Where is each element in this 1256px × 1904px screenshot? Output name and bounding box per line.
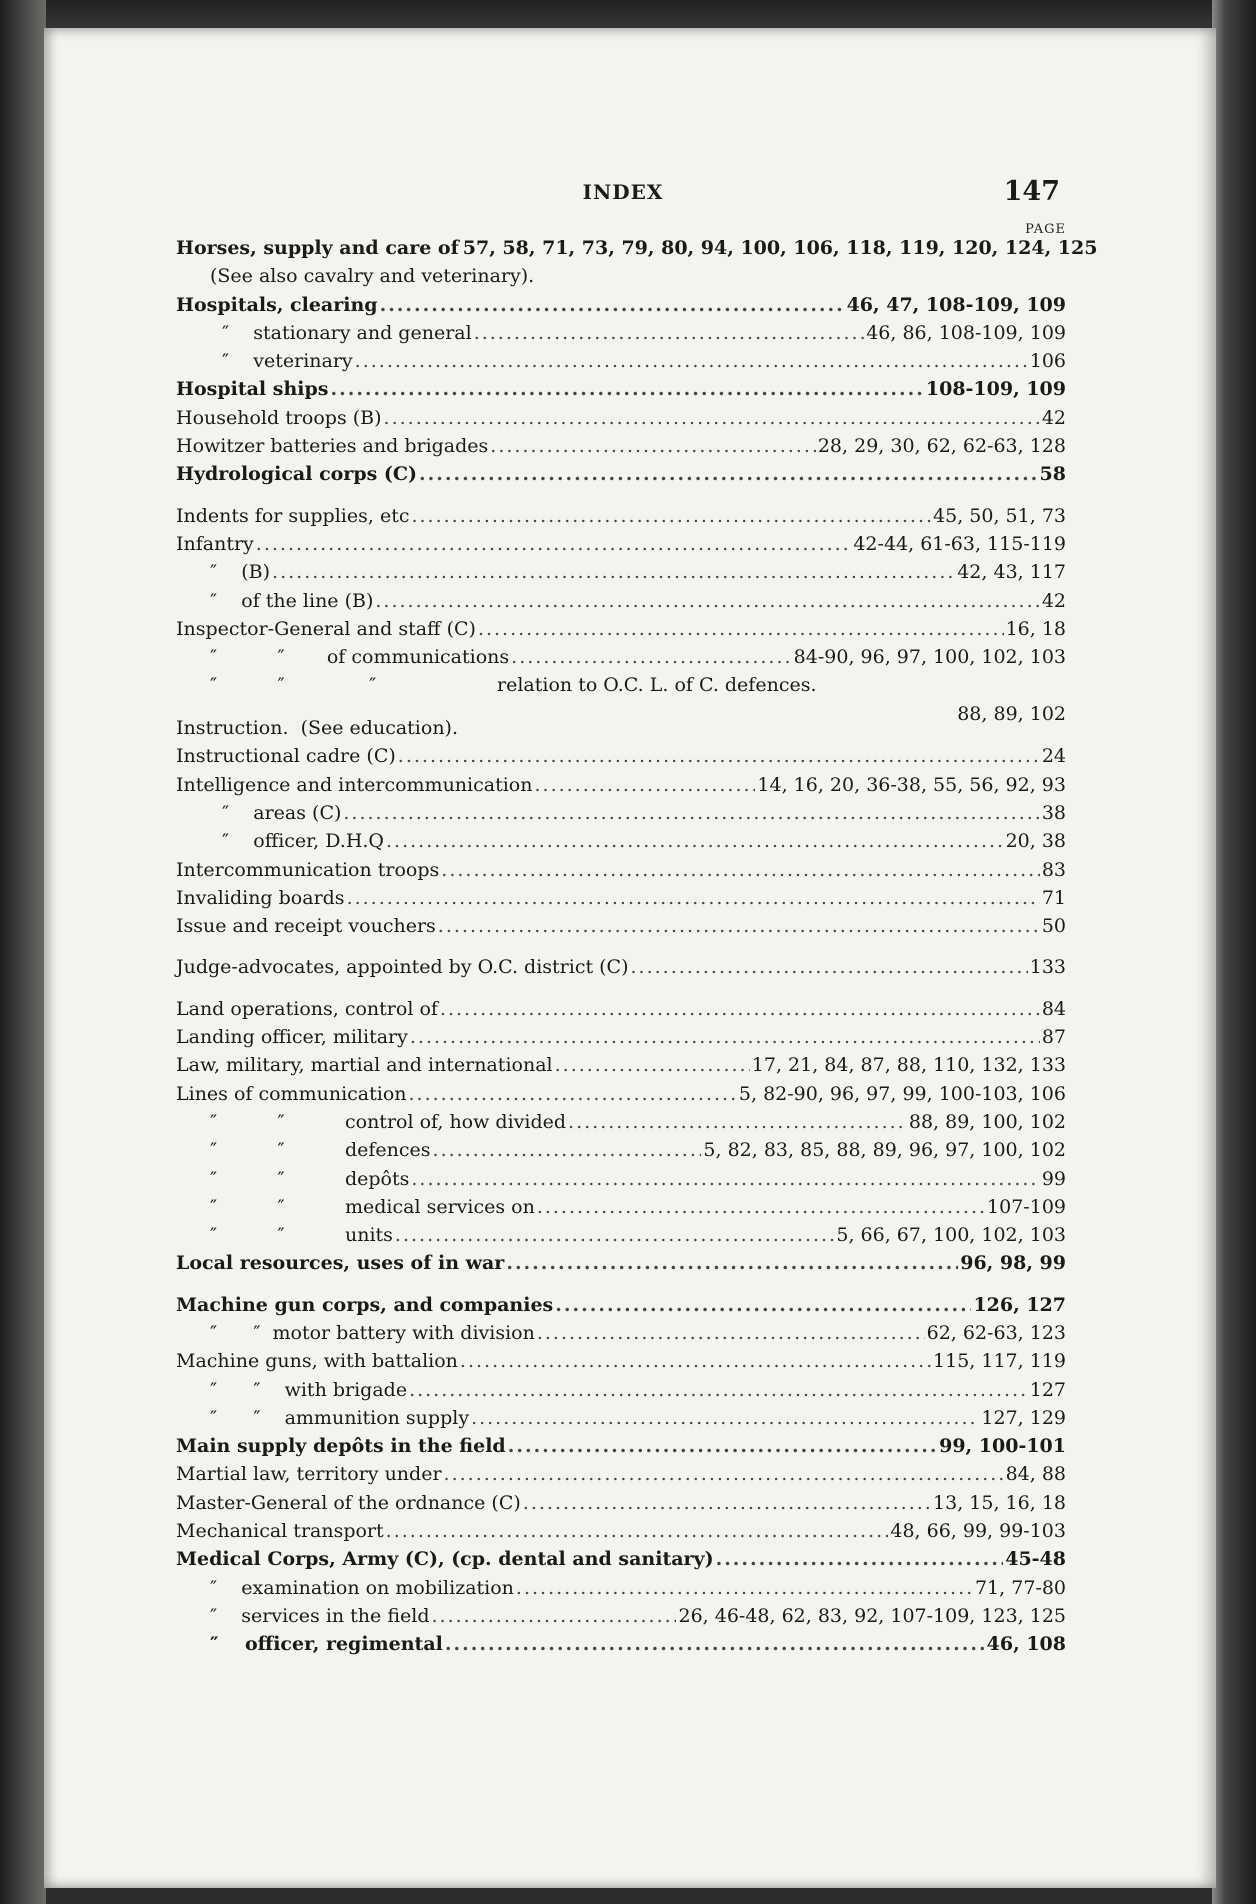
index-entry bbox=[176, 615, 1066, 643]
dot-leader bbox=[380, 291, 845, 319]
index-entry-pages: 20, 38 bbox=[1005, 830, 1066, 853]
index-entry bbox=[176, 1460, 1066, 1488]
index-entry-term: ″ ″ motor battery with division bbox=[210, 1321, 535, 1344]
running-title: INDEX bbox=[582, 180, 664, 204]
page-number: 147 bbox=[1003, 176, 1060, 207]
dot-leader bbox=[398, 742, 1040, 770]
page-header bbox=[178, 176, 1068, 216]
index-entry-term: Local resources, uses of in war bbox=[176, 1252, 505, 1275]
index-entry-pages: 133 bbox=[1029, 956, 1066, 979]
index-entry-pages: 28, 29, 30, 62, 62-63, 128 bbox=[817, 435, 1066, 458]
scan-border-right bbox=[1212, 0, 1256, 1904]
dot-leader bbox=[445, 1630, 985, 1658]
dot-leader bbox=[716, 1545, 1004, 1573]
index-entry-pages: 99, 100-101 bbox=[939, 1435, 1066, 1458]
index-entry-pages: 13, 15, 16, 18 bbox=[933, 1491, 1066, 1514]
dot-leader bbox=[419, 460, 1038, 488]
index-entry-pages: 42 bbox=[1041, 589, 1066, 612]
index-entry-pages: 99 bbox=[1041, 1167, 1066, 1190]
index-entry-pages: 42 bbox=[1041, 406, 1066, 429]
index-entry-pages: 26, 46-48, 62, 83, 92, 107-109, 123, 125 bbox=[678, 1604, 1066, 1627]
index-entry bbox=[176, 1319, 1066, 1347]
index-entry-term: Medical Corps, Army (C), (cp. dental and sanitary) bbox=[176, 1548, 714, 1571]
index-entry-term: ″ services in the field bbox=[210, 1604, 430, 1627]
dot-leader bbox=[474, 319, 865, 347]
index-entry-pages: 57, 58, 71, 73, 79, 80, 94, 100, 106, 118, 119, 120, 124, 125 bbox=[462, 237, 1098, 259]
index-entry bbox=[176, 912, 1066, 940]
index-entry-term: ″ officer, D.H.Q bbox=[222, 830, 385, 853]
index-entry-term: Issue and receipt vouchers bbox=[176, 915, 436, 938]
dot-leader bbox=[506, 1249, 958, 1277]
dot-leader bbox=[347, 884, 1040, 912]
index-entry bbox=[176, 1574, 1066, 1602]
index-entry bbox=[176, 1249, 1066, 1277]
dot-leader bbox=[508, 1432, 937, 1460]
index-entry-pages: 83 bbox=[1041, 858, 1066, 881]
index-entries bbox=[176, 234, 1098, 1659]
dot-leader bbox=[343, 799, 1039, 827]
index-entry bbox=[176, 799, 1066, 827]
index-entry-term: Instruction. (See education). bbox=[176, 717, 459, 740]
index-entry-pages: 71 bbox=[1041, 886, 1066, 909]
index-entry-term: ″ ″ ammunition supply bbox=[210, 1406, 470, 1429]
index-entry bbox=[176, 502, 1066, 530]
index-entry-term: Master-General of the ordnance (C) bbox=[176, 1491, 521, 1514]
index-entry-term: Land operations, control of bbox=[176, 997, 438, 1020]
index-entry bbox=[176, 1545, 1066, 1573]
dot-leader bbox=[516, 1574, 973, 1602]
dot-leader bbox=[409, 1376, 1028, 1404]
dot-leader bbox=[555, 1051, 750, 1079]
index-entry-term: Hydrological corps (C) bbox=[176, 463, 418, 486]
index-entry-term: ″ ″ depôts bbox=[210, 1167, 410, 1190]
dot-leader bbox=[444, 1460, 1004, 1488]
dot-leader bbox=[410, 1023, 1040, 1051]
index-entry-pages: 88, 89, 102 bbox=[957, 702, 1066, 725]
index-entry bbox=[176, 1489, 1066, 1517]
index-entry-pages: 106 bbox=[1029, 350, 1066, 373]
index-entry bbox=[176, 1602, 1066, 1630]
index-entry-term: Main supply depôts in the field bbox=[176, 1435, 506, 1458]
index-entry bbox=[176, 643, 1066, 671]
index-entry bbox=[176, 856, 1066, 884]
index-entry bbox=[176, 1404, 1066, 1432]
index-entry-pages: 17, 21, 84, 87, 88, 110, 132, 133 bbox=[751, 1054, 1066, 1077]
dot-leader bbox=[568, 1108, 907, 1136]
dot-leader bbox=[471, 1404, 979, 1432]
index-entry bbox=[176, 1136, 1066, 1164]
index-entry bbox=[176, 460, 1066, 488]
dot-leader bbox=[511, 643, 792, 671]
index-entry bbox=[176, 1193, 1066, 1221]
index-entry-term: ″ ″ defences bbox=[210, 1139, 431, 1162]
dot-leader bbox=[555, 1291, 971, 1319]
index-entry-pages: 84, 88 bbox=[1005, 1463, 1066, 1486]
index-entry-pages: 50 bbox=[1041, 915, 1066, 938]
index-entry-term: Martial law, territory under bbox=[176, 1463, 442, 1486]
dot-leader bbox=[330, 375, 923, 403]
index-entry-pages: 115, 117, 119 bbox=[933, 1350, 1066, 1373]
dot-leader bbox=[409, 1080, 737, 1108]
index-entry-term: ″ ″ control of, how divided bbox=[210, 1110, 567, 1133]
index-entry-term: Machine guns, with battalion bbox=[176, 1350, 458, 1373]
index-entry-term: Household troops (B) bbox=[176, 406, 382, 429]
index-entry-term: Law, military, martial and international bbox=[176, 1054, 553, 1077]
index-entry-pages: 127 bbox=[1029, 1378, 1066, 1401]
index-entry bbox=[176, 375, 1066, 403]
index-entry-term: Lines of communication bbox=[176, 1082, 407, 1105]
index-entry-pages: 5, 82, 83, 85, 88, 89, 96, 97, 100, 102 bbox=[703, 1139, 1066, 1162]
index-entry-pages: 45-48 bbox=[1005, 1548, 1066, 1571]
index-entry-pages: 5, 82-90, 96, 97, 99, 100-103, 106 bbox=[738, 1082, 1066, 1105]
dot-leader bbox=[272, 558, 955, 586]
dot-leader bbox=[534, 771, 755, 799]
index-entry-pages: 42, 43, 117 bbox=[957, 561, 1066, 584]
index-entry bbox=[176, 1630, 1066, 1658]
index-entry bbox=[176, 587, 1066, 615]
index-entry bbox=[176, 234, 1098, 262]
index-entry-term: ″ ″ with brigade bbox=[210, 1378, 408, 1401]
index-entry bbox=[176, 291, 1066, 319]
index-entry-term: ″ examination on mobilization bbox=[210, 1576, 514, 1599]
index-entry bbox=[176, 827, 1066, 855]
index-entry bbox=[176, 319, 1066, 347]
index-entry-term: ″ officer, regimental bbox=[210, 1633, 443, 1656]
index-entry bbox=[176, 558, 1066, 586]
index-entry-term: Infantry bbox=[176, 532, 254, 555]
index-entry-pages: 108-109, 109 bbox=[925, 378, 1066, 401]
dot-leader bbox=[431, 1602, 676, 1630]
index-entry-pages: 96, 98, 99 bbox=[960, 1252, 1066, 1275]
dot-leader bbox=[478, 615, 1004, 643]
index-entry-pages: 38 bbox=[1041, 801, 1066, 824]
dot-leader bbox=[384, 404, 1040, 432]
index-entry-term: ″ ″ medical services on bbox=[210, 1195, 535, 1218]
dot-leader bbox=[523, 1489, 931, 1517]
index-entry-pages: 5, 66, 67, 100, 102, 103 bbox=[836, 1224, 1066, 1247]
index-entry bbox=[176, 432, 1066, 460]
index-entry bbox=[176, 530, 1066, 558]
index-entry-term: Mechanical transport bbox=[176, 1520, 384, 1543]
index-entry bbox=[176, 1051, 1066, 1079]
index-entry-term: ″ ″ ″ relation to O.C. L. of C. defences. bbox=[210, 674, 817, 697]
index-entry bbox=[176, 1376, 1066, 1404]
index-entry-term: Instructional cadre (C) bbox=[176, 745, 396, 768]
index-entry bbox=[176, 671, 1066, 699]
index-entry-term: Landing officer, military bbox=[176, 1026, 408, 1049]
dot-leader bbox=[411, 1165, 1039, 1193]
index-entry-pages: 127, 129 bbox=[981, 1406, 1066, 1429]
index-entry bbox=[176, 347, 1066, 375]
index-entry bbox=[176, 1108, 1066, 1136]
index-entry-term: Judge-advocates, appointed by O.C. district (C) bbox=[176, 956, 629, 979]
index-entry bbox=[176, 1165, 1066, 1193]
dot-leader bbox=[256, 530, 852, 558]
index-entry-pages: 48, 66, 99, 99-103 bbox=[890, 1520, 1066, 1543]
index-entry bbox=[176, 995, 1066, 1023]
index-entry-pages: 84-90, 96, 97, 100, 102, 103 bbox=[793, 646, 1066, 669]
index-entry bbox=[176, 884, 1066, 912]
index-entry bbox=[176, 1023, 1066, 1051]
index-entry-pages: 14, 16, 20, 36-38, 55, 56, 92, 93 bbox=[757, 773, 1066, 796]
index-entry-pages: 24 bbox=[1041, 745, 1066, 768]
index-entry-pages: 62, 62-63, 123 bbox=[926, 1321, 1066, 1344]
dot-leader bbox=[460, 1347, 931, 1375]
index-entry bbox=[176, 771, 1066, 799]
dot-leader bbox=[631, 953, 1028, 981]
index-entry-term: ″ stationary and general bbox=[222, 321, 472, 344]
page-column-label: PAGE bbox=[1025, 222, 1066, 237]
index-entry-term: (See also cavalry and veterinary). bbox=[210, 265, 535, 288]
dot-leader bbox=[386, 827, 1004, 855]
index-entry-pages: 58 bbox=[1039, 463, 1066, 486]
index-entry bbox=[176, 1432, 1066, 1460]
index-entry bbox=[176, 1221, 1066, 1249]
dot-leader bbox=[490, 432, 816, 460]
dot-leader bbox=[441, 856, 1040, 884]
index-entry-pages: 46, 47, 108-109, 109 bbox=[846, 293, 1066, 316]
index-entry-pages: 46, 86, 108-109, 109 bbox=[866, 321, 1066, 344]
index-entry bbox=[176, 1291, 1066, 1319]
dot-leader bbox=[537, 1319, 925, 1347]
dot-leader bbox=[438, 912, 1040, 940]
dot-leader bbox=[355, 347, 1028, 375]
dot-leader bbox=[411, 502, 931, 530]
dot-leader bbox=[537, 1193, 985, 1221]
index-entry bbox=[176, 404, 1066, 432]
index-entry-pages: 16, 18 bbox=[1005, 617, 1066, 640]
index-entry bbox=[176, 1080, 1066, 1108]
index-entry-term: Indents for supplies, etc bbox=[176, 504, 410, 527]
index-entry-pages: 71, 77-80 bbox=[974, 1576, 1066, 1599]
dot-leader bbox=[440, 995, 1040, 1023]
index-entry-pages: 126, 127 bbox=[973, 1293, 1066, 1316]
index-entry-term: ″ of the line (B) bbox=[210, 589, 374, 612]
index-entry-term: ″ ″ units bbox=[210, 1224, 393, 1247]
dot-leader bbox=[386, 1517, 889, 1545]
index-entry-term: Howitzer batteries and brigades bbox=[176, 435, 489, 458]
index-entry bbox=[176, 1517, 1066, 1545]
index-entry-pages: 45, 50, 51, 73 bbox=[933, 504, 1066, 527]
index-entry-pages: 87 bbox=[1041, 1026, 1066, 1049]
index-entry bbox=[176, 953, 1066, 981]
index-entry-term: ″ areas (C) bbox=[222, 801, 342, 824]
index-entry bbox=[176, 714, 1066, 742]
index-entry bbox=[176, 262, 1066, 290]
index-entry-pages: 84 bbox=[1041, 997, 1066, 1020]
index-entry-term: Invaliding boards bbox=[176, 886, 345, 909]
dot-leader bbox=[395, 1221, 834, 1249]
index-entry-term: Intelligence and intercommunication bbox=[176, 773, 533, 796]
index-entry-term: ″ ″ of communications bbox=[210, 646, 510, 669]
index-entry-term: Inspector-General and staff (C) bbox=[176, 617, 476, 640]
index-entry bbox=[176, 1347, 1066, 1375]
index-entry-term: ″ (B) bbox=[210, 561, 271, 584]
index-entry-pages: 42-44, 61-63, 115-119 bbox=[853, 532, 1066, 555]
index-entry-term: Hospitals, clearing bbox=[176, 293, 378, 316]
index-entry bbox=[176, 742, 1066, 770]
index-entry-pages: 46, 108 bbox=[986, 1633, 1066, 1656]
dot-leader bbox=[433, 1136, 702, 1164]
index-entry-term: Intercommunication troops bbox=[176, 858, 440, 881]
index-entry-term: ″ veterinary bbox=[222, 350, 353, 373]
dot-leader bbox=[375, 587, 1039, 615]
scan-border-left bbox=[0, 0, 46, 1904]
index-entry-term: Machine gun corps, and companies bbox=[176, 1293, 554, 1316]
index-entry-pages: 88, 89, 100, 102 bbox=[908, 1110, 1066, 1133]
index-entry-term: Horses, supply and care of bbox=[176, 237, 459, 259]
index-entry-pages: 107-109 bbox=[987, 1195, 1066, 1218]
index-entry-term: Hospital ships bbox=[176, 378, 329, 401]
